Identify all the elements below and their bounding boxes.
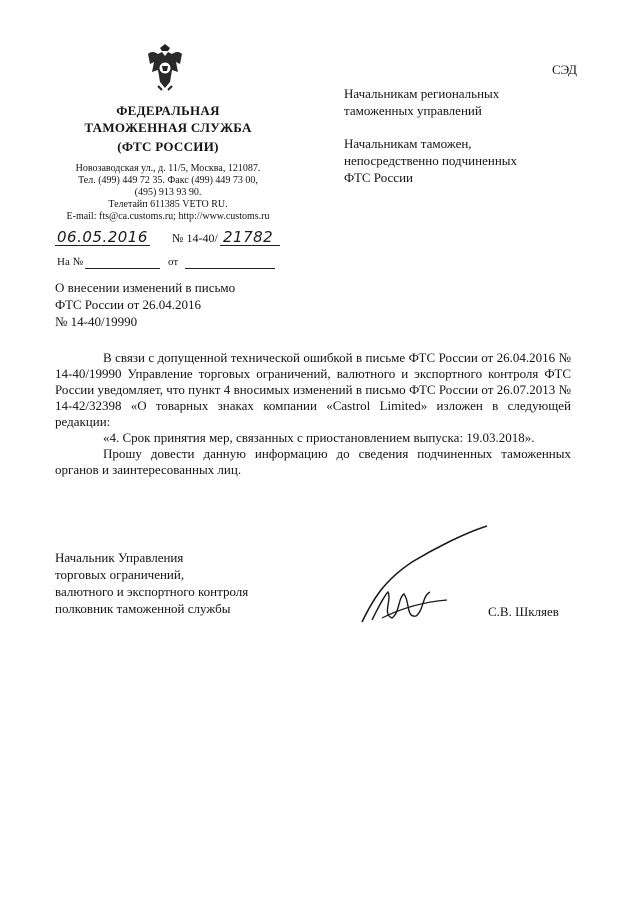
addressee-block-2 xyxy=(344,135,517,186)
reply-date-underline xyxy=(185,268,275,269)
subject-line: ФТС России от 26.04.2016 xyxy=(55,297,202,312)
signer-title-line: валютного и экспортного контроля xyxy=(55,584,249,599)
handwritten-signature xyxy=(352,522,492,632)
body-paragraph-1: В связи с допущенной технической ошибкой в письме ФТС России от 26.04.2016 № 14-40/19990 Управление торговых ограничений, валютного и экспортного контроля ФТС России уведомляет, что пункт 4 вносимых изменений в письмо ФТС России от 26.07.2013 № 14-42/32398 «О товарных знаках компании «Castrol Limited» изложен в следующей редакции: xyxy=(55,350,571,429)
signer-title xyxy=(55,549,248,617)
subject-line: № 14-40/19990 xyxy=(55,314,138,329)
addressee-line: Начальникам таможен, xyxy=(344,136,472,151)
address-line: Тел. (499) 449 72 35. Факс (499) 449 73 00, xyxy=(78,175,258,186)
letter-body xyxy=(55,350,571,478)
addressee-line: ФТС России xyxy=(344,170,413,185)
addressee-block-1 xyxy=(344,85,499,119)
addressee-line: таможенных управлений xyxy=(344,103,482,118)
org-name-line3: (ФТС РОССИИ) xyxy=(117,139,219,154)
addressee-line: непосредственно подчиненных xyxy=(344,153,518,168)
signer-title-line: полковник таможенной службы xyxy=(55,601,231,616)
letter-subject xyxy=(55,279,235,330)
handwritten-date: 06.05.2016 xyxy=(57,228,148,246)
address-line: (495) 913 93 90. xyxy=(134,187,202,198)
reply-number-underline xyxy=(85,268,160,269)
address-line: E-mail: fts@ca.customs.ru; http://www.customs.ru xyxy=(66,211,270,222)
registration-line xyxy=(55,228,285,250)
address-line: Телетайп 611385 VETO RU. xyxy=(108,199,228,210)
reply-date-label: от xyxy=(168,256,179,268)
sed-stamp: СЭД xyxy=(552,62,578,77)
body-paragraph-2: «4. Срок принятия мер, связанных с приостановлением выпуска: 19.03.2018». xyxy=(103,430,535,445)
handwritten-number: 21782 xyxy=(223,228,274,246)
number-prefix: № 14-40/ xyxy=(172,231,218,245)
reply-number-label: На № xyxy=(57,256,84,268)
addressee-line: Начальникам региональных xyxy=(344,86,500,101)
subject-line: О внесении изменений в письмо xyxy=(55,280,236,295)
coat-of-arms-emblem xyxy=(142,42,188,94)
org-name-line2: ТАМОЖЕННАЯ СЛУЖБА xyxy=(84,120,252,135)
date-underline xyxy=(55,245,150,246)
reply-reference-line xyxy=(55,256,285,274)
number-underline xyxy=(220,245,280,246)
signer-title-line: Начальник Управления xyxy=(55,550,184,565)
body-paragraph-3: Прошу довести данную информацию до сведения подчиненных таможенных органов и заинтересованных лиц. xyxy=(55,446,571,477)
signer-title-line: торговых ограничений, xyxy=(55,567,185,582)
address-line: Новозаводская ул., д. 11/5, Москва, 121087. xyxy=(75,163,261,174)
address-block xyxy=(58,163,278,223)
org-name-line1: ФЕДЕРАЛЬНАЯ xyxy=(116,103,220,118)
signer-name: С.В. Шкляев xyxy=(488,604,559,619)
